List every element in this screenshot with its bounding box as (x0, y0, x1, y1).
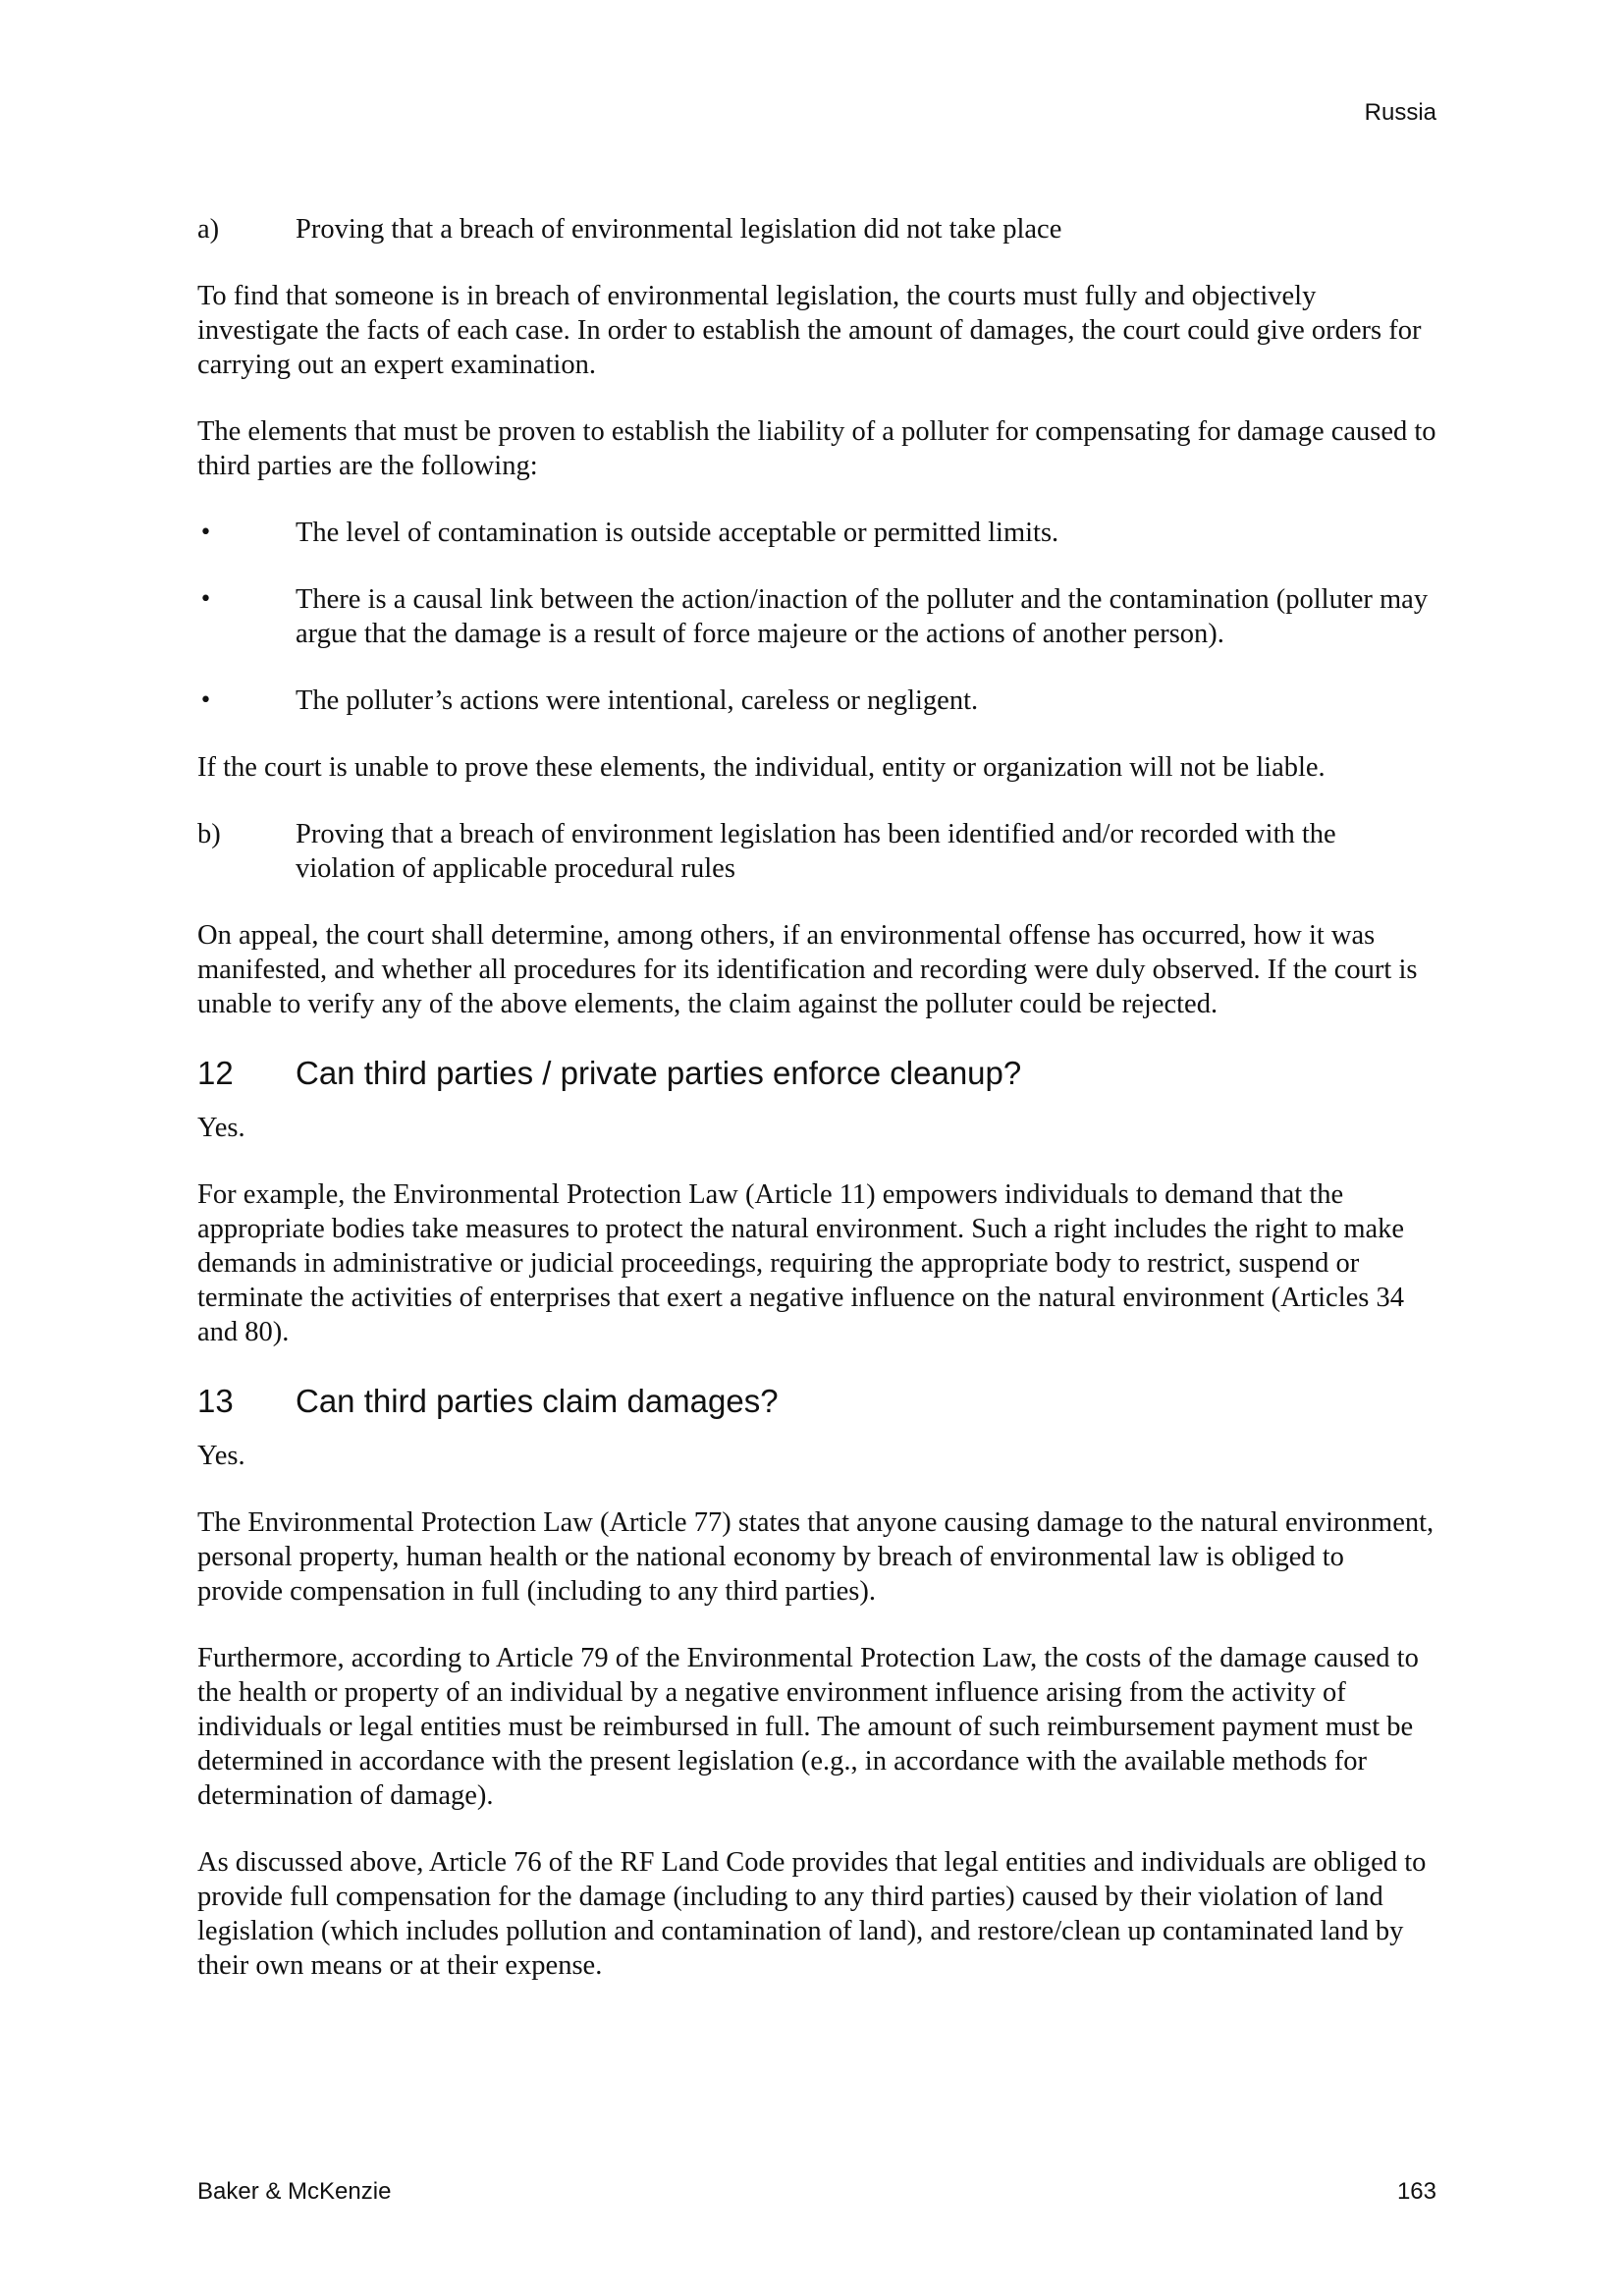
paragraph-appeal: On appeal, the court shall determine, among others, if an environmental offense has occurred, how it was manifested, and whether all procedures for its identification and recording were duly observed. If the court is unable to verify any of the above elements, the claim against the polluter could be rejected. (197, 920, 1418, 1019)
footer-firm-name: Baker & McKenzie (197, 2178, 392, 2205)
bullet-item (197, 516, 1436, 550)
subsection-a-title: Proving that a breach of environmental legislation did not take place (296, 214, 1062, 245)
paragraph-article-79: Furthermore, according to Article 79 of the Environmental Protection Law, the costs of the damage caused to the health or property of an individual by a negative environment influence arising from the activity of individuals or legal entities must be reimbursed in full. The amount of such reimbursement payment must be determined in accordance with the present legislation (e.g., in accordance with the available methods for determination of damage). (197, 1643, 1419, 1811)
document-body (197, 212, 1436, 2015)
paragraph-article-76: As discussed above, Article 76 of the RF Land Code provides that legal entities and individuals are obliged to provide full compensation for the damage (including to any third parties) caused by their violation of land legislation (which includes pollution and contamination of land), and restore/clean up contaminated land by their own means or at their expense. (197, 1847, 1427, 1981)
bullet-text: The level of contamination is outside acceptable or permitted limits. (296, 518, 1059, 548)
bullet-item (197, 582, 1436, 651)
subsection-a-marker: a) (197, 214, 220, 245)
section-12-number: 12 (197, 1055, 234, 1091)
paragraph-article-11: For example, the Environmental Protection Law (Article 11) empowers individuals to demand that the appropriate bodies take measures to protect the natural environment. Such a right includes the right to make demands in administrative or judicial proceedings, requiring the appropriate body to restrict, suspend or terminate the activities of enterprises that exert a negative influence on the natural environment (Articles 34 and 80). (197, 1179, 1405, 1347)
section-13-heading (197, 1382, 1436, 1421)
subsection-b-marker: b) (197, 819, 221, 849)
paragraph-article-77: The Environmental Protection Law (Article 77) states that anyone causing damage to the natural environment, personal property, human health or the national economy by breach of environmental law is obliged to provide compensation in full (including to any third parties). (197, 1507, 1435, 1607)
footer-page-number: 163 (1396, 2178, 1436, 2205)
bullet-icon: • (199, 688, 212, 713)
section-12-title: Can third parties / private parties enforce cleanup? (296, 1055, 1022, 1091)
bullet-icon: • (199, 520, 212, 545)
bullet-text: The polluter’s actions were intentional, careless or negligent. (296, 685, 979, 716)
paragraph-not-liable: If the court is unable to prove these elements, the individual, entity or organization will not be liable. (197, 752, 1326, 783)
section-12-heading (197, 1054, 1436, 1093)
subsection-b-heading (197, 817, 1436, 886)
bullet-item (197, 683, 1436, 718)
section-13-number: 13 (197, 1383, 234, 1419)
section-13-title: Can third parties claim damages? (296, 1383, 779, 1419)
answer-yes-12: Yes. (197, 1113, 245, 1143)
subsection-b-title: Proving that a breach of environment legislation has been identified and/or recorded with the violation of applicable procedural rules (296, 819, 1336, 884)
bullet-icon: • (199, 587, 212, 612)
bullet-text: There is a causal link between the action/inaction of the polluter and the contamination (polluter may argue that the damage is a result of force majeure or the actions of another person). (296, 584, 1429, 649)
paragraph-investigation: To find that someone is in breach of environmental legislation, the courts must fully and objectively investigate the facts of each case. In order to establish the amount of damages, the court could give orders for carrying out an expert examination. (197, 281, 1422, 380)
header-country: Russia (1364, 99, 1436, 126)
answer-yes-13: Yes. (197, 1441, 245, 1471)
subsection-a-heading (197, 212, 1436, 246)
paragraph-elements-intro: The elements that must be proven to establish the liability of a polluter for compensating for damage caused to third parties are the following: (197, 416, 1436, 481)
